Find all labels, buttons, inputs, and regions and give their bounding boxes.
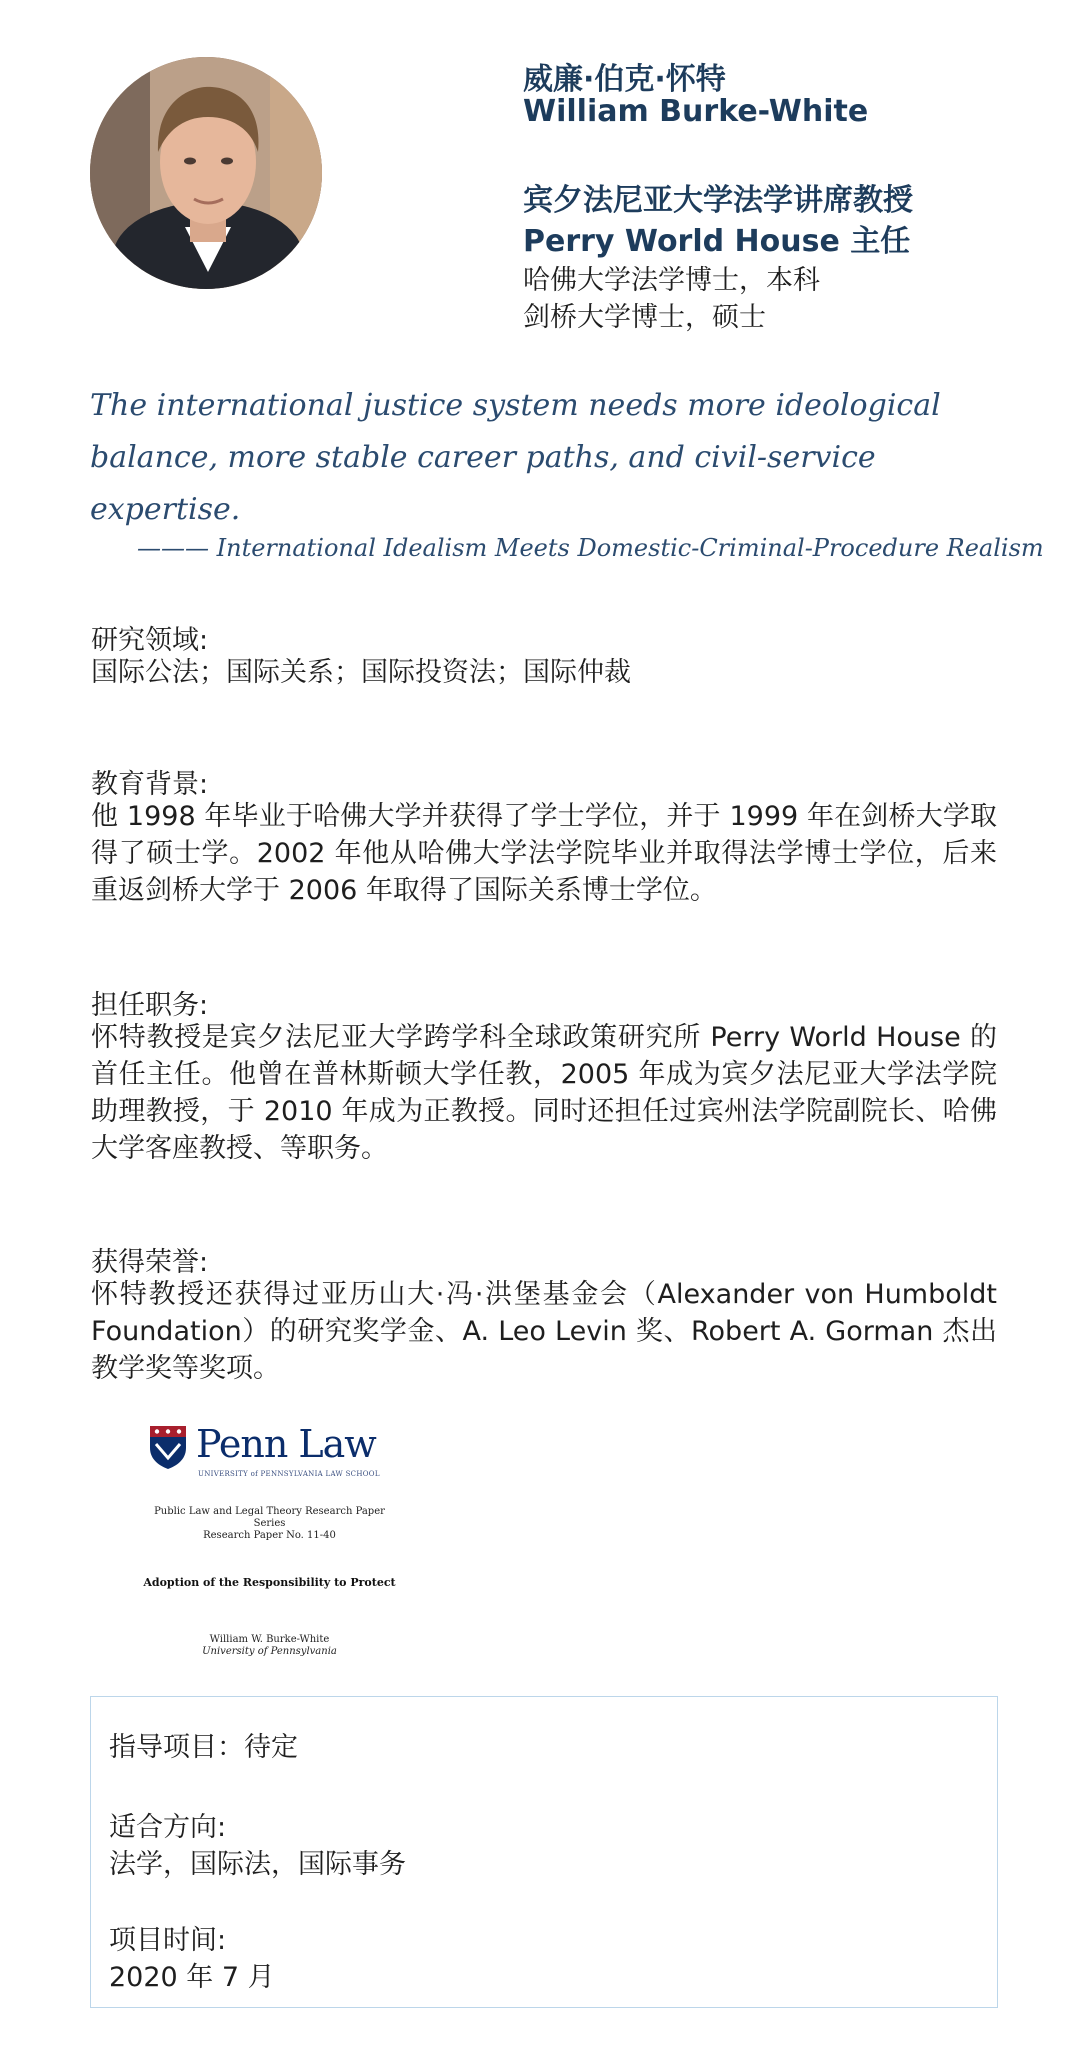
name-english: William Burke-White [523, 94, 869, 129]
direction-label: 适合方向: [109, 1812, 227, 1843]
profile-photo [90, 57, 322, 289]
academic-title: 宾夕法尼亚大学法学讲席教授 [523, 183, 913, 218]
education-label: 教育背景: [91, 769, 209, 800]
person-portrait-icon [90, 57, 322, 289]
time-label: 项目时间: [109, 1925, 227, 1956]
paper-affiliation: University of Pennsylvania [202, 1646, 337, 1657]
director-title: Perry World House 主任 [523, 224, 911, 259]
paper-number: Research Paper No. 11-40 [203, 1530, 336, 1541]
penn-law-logo [148, 1424, 376, 1470]
quote-source: ——— International Idealism Meets Domestic-Criminal-Procedure Realism [137, 534, 1044, 562]
penn-law-wordmark: Penn Law [196, 1422, 376, 1466]
penn-law-subtitle: UNIVERSITY of PENNSYLVANIA LAW SCHOOL [198, 1470, 380, 1478]
direction-value: 法学，国际法，国际事务 [109, 1849, 406, 1880]
education-body: 他 1998 年毕业于哈佛大学并获得了学士学位，并于 1999 年在剑桥大学取得了硕士学。2002 年他从哈佛大学法学院毕业并取得法学博士学位，后来重返剑桥大学于 2006 年取得了国际关系博士学位。 [91, 801, 997, 906]
research-label: 研究领域: [91, 625, 209, 656]
honors-body: 怀特教授还获得过亚历山大·冯·洪堡基金会（Alexander von Humboldt Foundation）的研究奖学金、A. Leo Levin 奖、Robert A. Gorman 杰出教学奖等奖项。 [91, 1279, 997, 1384]
positions-label: 担任职务: [91, 990, 209, 1021]
degree-harvard: 哈佛大学法学博士，本科 [523, 265, 820, 296]
paper-series-name: Public Law and Legal Theory Research Paper Series [154, 1506, 385, 1529]
paper-author: William W. Burke-White [209, 1634, 330, 1645]
penn-shield-icon [148, 1424, 188, 1470]
paper-cover [142, 1412, 402, 1672]
time-value: 2020 年 7 月 [109, 1962, 275, 1993]
positions-body: 怀特教授是宾夕法尼亚大学跨学科全球政策研究所 Perry World House 的首任主任。他曾在普林斯顿大学任教，2005 年成为宾夕法尼亚大学法学院助理教授，于 2010 年成为正教授。同时还担任过宾州法学院副院长、哈佛大学客座教授、等职务。 [91, 1022, 997, 1164]
research-body: 国际公法；国际关系；国际投资法；国际仲裁 [91, 657, 631, 688]
paper-author-block [142, 1634, 397, 1658]
degree-cambridge: 剑桥大学博士，硕士 [523, 302, 766, 333]
guide-project: 指导项目：待定 [109, 1732, 298, 1763]
paper-title: Adoption of the Responsibility to Protect [143, 1576, 396, 1589]
paper-series [142, 1506, 397, 1542]
quote-text: The international justice system needs more ideological balance, more stable career paths, and civil-service expertise. [90, 388, 941, 527]
name-chinese: 威廉·伯克·怀特 [523, 62, 726, 97]
honors-label: 获得荣誉: [91, 1247, 209, 1278]
project-info-box [90, 1696, 998, 2008]
